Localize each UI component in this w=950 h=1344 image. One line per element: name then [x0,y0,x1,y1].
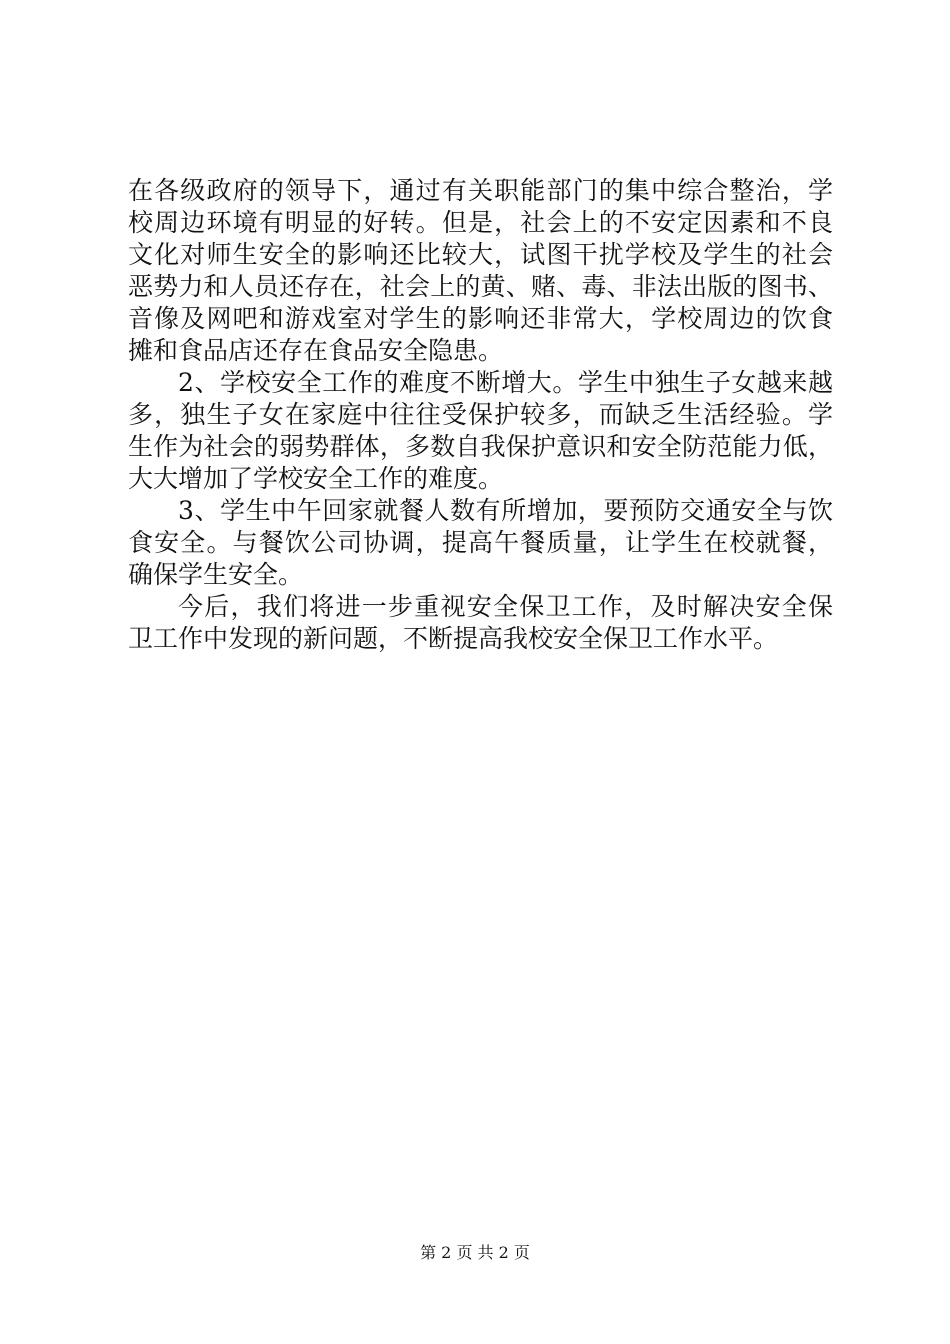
text-line: 恶势力和人员还存在，社会上的黄、赌、毒、非法出版的图书、 [128,272,833,301]
text-line: 校周边环境有明显的好转。但是，社会上的不安定因素和不良 [128,208,833,237]
text-line: 生作为社会的弱势群体，多数自我保护意识和安全防范能力低， [128,432,833,461]
text-line: 2、学校安全工作的难度不断增大。学生中独生子女越来越 [178,368,833,397]
text-line: 确保学生安全。 [128,560,304,589]
text-line: 3、学生中午回家就餐人数有所增加，要预防交通安全与饮 [178,496,833,525]
text-line: 摊和食品店还存在食品安全隐患。 [128,336,504,365]
text-line: 文化对师生安全的影响还比较大，试图干扰学校及学生的社会 [128,240,833,269]
text-line: 音像及网吧和游戏室对学生的影响还非常大，学校周边的饮食 [128,304,833,333]
text-line: 卫工作中发现的新问题，不断提高我校安全保卫工作水平。 [128,624,779,653]
text-line: 多，独生子女在家庭中往往受保护较多，而缺乏生活经验。学 [128,400,833,429]
text-line: 大大增加了学校安全工作的难度。 [128,464,504,493]
text-line: 食安全。与餐饮公司协调，提高午餐质量，让学生在校就餐， [128,528,833,557]
text-line: 在各级政府的领导下，通过有关职能部门的集中综合整治，学 [128,176,833,205]
page-number-footer: 第 2 页 共 2 页 [420,1243,530,1262]
text-line: 今后，我们将进一步重视安全保卫工作，及时解决安全保 [178,592,833,621]
document-body [128,175,833,655]
